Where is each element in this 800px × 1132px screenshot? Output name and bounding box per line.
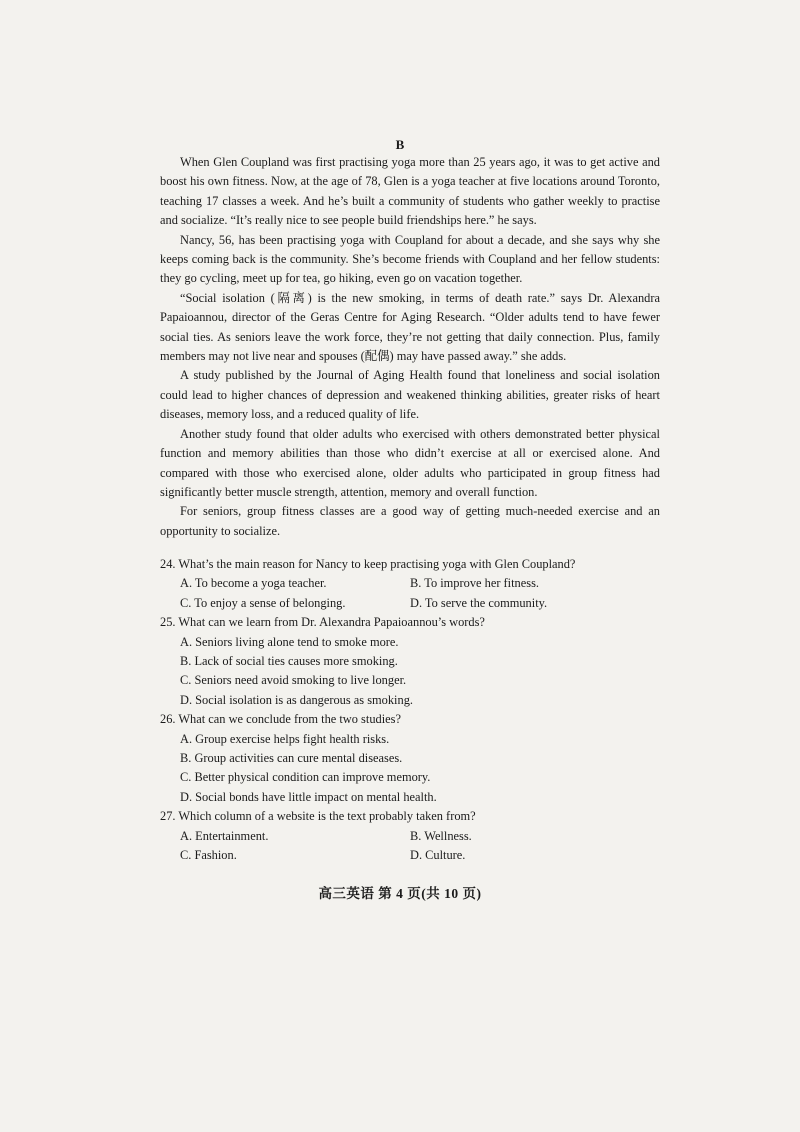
option-b: B. Lack of social ties causes more smoking.: [180, 654, 398, 669]
question-stem: 25. What can we learn from Dr. Alexandra Papaioannou’s words?: [160, 615, 485, 630]
option-b: B. To improve her fitness.: [410, 576, 539, 591]
option-a: A. Group exercise helps fight health risks.: [180, 731, 390, 746]
question-stem: 26. What can we conclude from the two studies?: [160, 712, 401, 727]
question-25: [160, 613, 660, 710]
option-list: [160, 574, 660, 613]
option-c: C. Better physical condition can improve memory.: [180, 770, 431, 785]
question-stem: 27. Which column of a website is the text probably taken from?: [160, 809, 476, 824]
option-a: A. To become a yoga teacher.: [180, 576, 327, 591]
passage-paragraph: A study published by the Journal of Aging Health found that loneliness and social isolation could lead to higher chances of depression and weakened thinking abilities, greater risks of heart diseases, memory loss, and a reduced quality of life.: [160, 368, 660, 422]
option-a: A. Entertainment.: [180, 828, 269, 843]
passage-paragraph: For seniors, group fitness classes are a good way of getting much-needed exercise and an opportunity to socialize.: [160, 504, 660, 538]
question-stem: 24. What’s the main reason for Nancy to keep practising yoga with Glen Coupland?: [160, 557, 576, 571]
option-list: [160, 730, 660, 808]
option-b: B. Wellness.: [410, 828, 472, 843]
option-d: D. Social isolation is as dangerous as smoking.: [180, 692, 413, 707]
page-footer: 高三英语 第 4 页(共 10 页): [318, 886, 482, 901]
passage-paragraph: Another study found that older adults who exercised with others demonstrated better physical function and memory abilities than those who didn’t exercise at all or exercised alone. And compared with those who exercised alone, older adults who participated in group fitness had significantly better muscle strength, attention, memory and overall function.: [160, 426, 660, 499]
passage-paragraph: Nancy, 56, has been practising yoga with Coupland for about a decade, and she says why she keeps coming back is the community. She’s become friends with Coupland and her fellow students: they go cycling, meet up for tea, go hiking, even go on vacation together.: [160, 232, 660, 286]
option-list: [160, 827, 660, 866]
reading-passage: [160, 153, 660, 541]
question-24: [160, 555, 660, 613]
option-b: B. Group activities can cure mental diseases.: [180, 751, 403, 766]
passage-paragraph: “Social isolation (隔离) is the new smoking, in terms of death rate.” says Dr. Alexandra Papaioannou, director of the Geras Centre for Aging Research. “Older adults tend to have fewer social ties. As seniors leave the work force, they’re not getting that daily connection. Plus, family members may not live near and spouses (配偶) may have passed away.” she adds.: [160, 290, 660, 364]
question-26: [160, 710, 660, 807]
option-d: D. To serve the community.: [410, 595, 548, 610]
option-c: C. To enjoy a sense of belonging.: [180, 595, 346, 610]
option-a: A. Seniors living alone tend to smoke more.: [180, 634, 399, 649]
option-c: C. Seniors need avoid smoking to live longer.: [180, 673, 407, 688]
option-list: [160, 633, 660, 711]
option-c: C. Fashion.: [180, 848, 237, 863]
section-title: B: [395, 137, 405, 152]
passage-paragraph: When Glen Coupland was first practising yoga more than 25 years ago, it was to get active and boost his own fitness. Now, at the age of 78, Glen is a yoga teacher at five locations around Toronto, teaching 17 classes a week. And he’s built a community of students who gather weekly to practise and socialize. “It’s really nice to see people build friendships here.” he says.: [160, 155, 660, 228]
question-27: [160, 807, 660, 865]
question-list: [160, 555, 660, 866]
option-d: D. Social bonds have little impact on mental health.: [180, 789, 437, 804]
option-d: D. Culture.: [410, 848, 466, 863]
